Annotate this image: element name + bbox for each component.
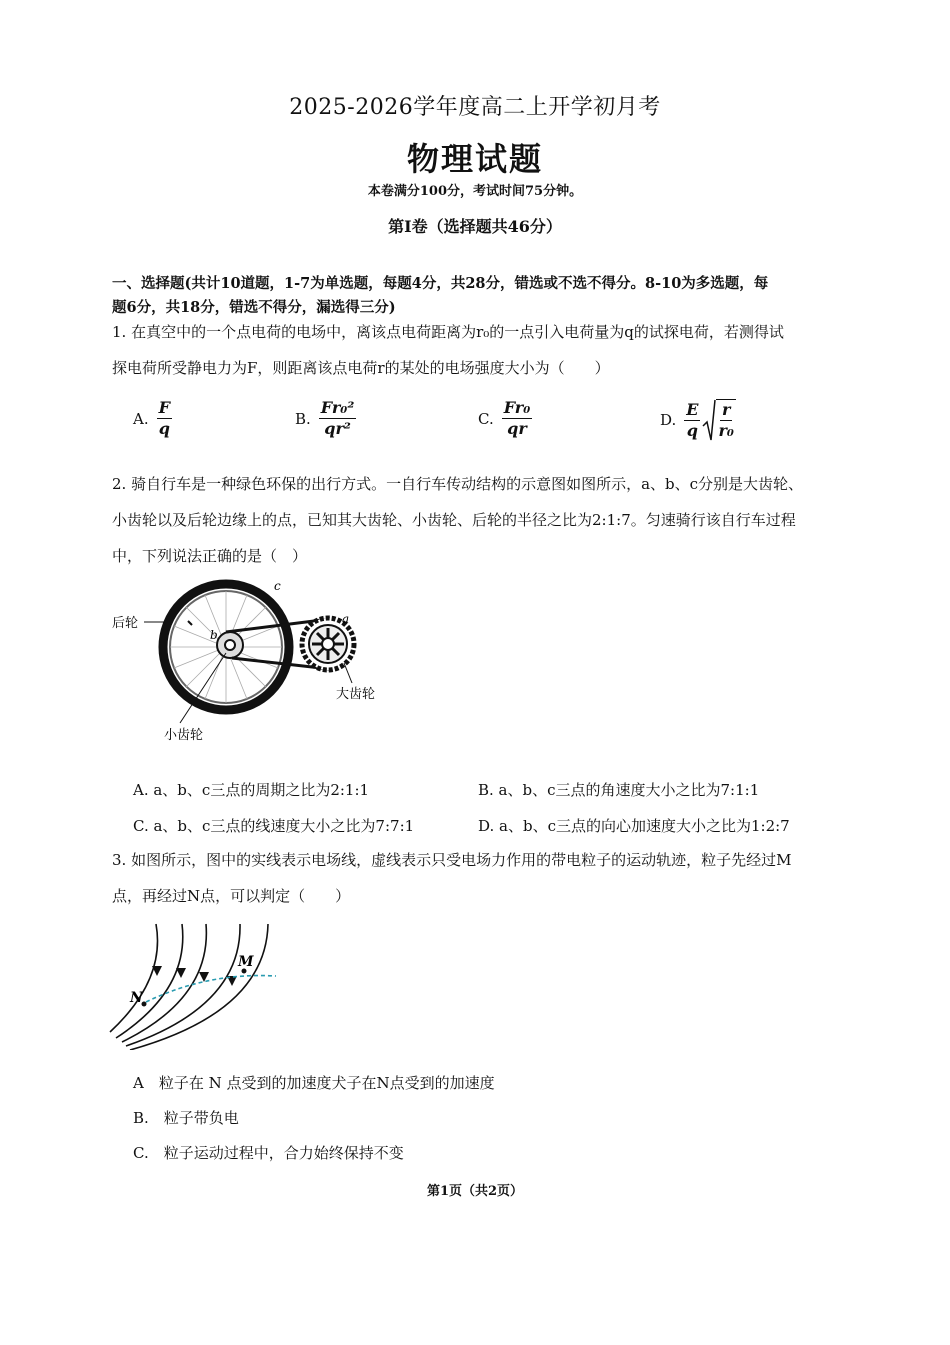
q1-option-c-numerator: Fr₀ [503, 398, 531, 417]
q2-option-d[interactable]: D. a、b、c三点的向心加速度大小之比为1:2:7 [478, 817, 790, 835]
q1-option-d-numerator: E [686, 399, 699, 419]
q1-option-d-root-numerator: r [721, 400, 731, 419]
q1-option-d-root [702, 398, 735, 442]
page-number: 第1页（共2页） [426, 1184, 524, 1199]
question-2-line1: 2. 骑自行车是一种绿色环保的出行方式。一自行车传动结构的示意图如图所示，a、b、c分别是大齿轮、 [112, 475, 804, 493]
q1-option-a-fraction [157, 398, 172, 439]
point-n-label: N [130, 990, 143, 1006]
point-m-label: M [238, 954, 254, 970]
q1-option-a-numerator: F [158, 398, 170, 417]
point-c-label: c [274, 579, 281, 593]
question-1 [112, 314, 847, 386]
q2-option-b[interactable]: B. a、b、c三点的角速度大小之比为7:1:1 [478, 781, 760, 799]
big-gear-label: 大齿轮 [336, 687, 376, 702]
rear-wheel-label: 后轮 [112, 616, 139, 631]
exam-title: 2025-2026学年度高二上开学初月考 [289, 95, 661, 120]
question-1-line2: 探电荷所受静电力为F，则距离该点电荷r的某处的电场强度大小为（ ） [112, 359, 610, 377]
q1-option-c-label: C. [478, 409, 494, 428]
q3-option-a[interactable]: A 粒子在 N 点受到的加速度犬子在N点受到的加速度 [133, 1074, 495, 1092]
q1-option-b[interactable] [295, 398, 356, 439]
bicycle-transmission-figure [108, 575, 408, 750]
q1-option-b-numerator: Fr₀² [320, 398, 355, 417]
q1-option-a-denominator: q [158, 419, 170, 438]
q1-option-d-root-fraction [716, 399, 735, 441]
part-title: 第Ⅰ卷（选择题共46分） [388, 217, 562, 236]
field-lines [110, 924, 268, 1050]
radical-sign-icon [702, 398, 716, 442]
question-1-line1: 1. 在真空中的一个点电荷的电场中，离该点电荷距离为r₀的一点引入电荷量为q的试探电荷，若测得试 [112, 323, 784, 341]
question-2 [112, 466, 847, 574]
question-3-line1: 3. 如图所示，图中的实线表示电场线，虚线表示只受电场力作用的带电粒子的运动轨迹，粒子先经过M [112, 851, 792, 869]
question-3 [112, 842, 847, 914]
subject-title: 物理试题 [406, 140, 543, 178]
q1-option-d-fraction [684, 400, 700, 441]
section-heading-line1: 一、选择题(共计10道题，1-7为单选题，每题4分，共28分，错选或不选不得分。8-10为多选题，每 [112, 275, 769, 292]
exam-note: 本卷满分100分，考试时间75分钟。 [367, 184, 583, 199]
q1-option-d-label: D. [660, 411, 677, 429]
q1-option-a-label: A. [133, 409, 149, 428]
q1-option-d[interactable] [660, 398, 736, 442]
q1-option-c-denominator: qr [507, 419, 527, 438]
point-a-label: a [342, 612, 350, 626]
q1-option-d-root-denominator: r₀ [718, 421, 734, 440]
q2-option-c[interactable]: C. a、b、c三点的线速度大小之比为7:7:1 [133, 817, 415, 835]
q1-option-b-label: B. [295, 409, 311, 428]
section-heading-line2: 题6分，共18分，错选不得分，漏选得三分) [112, 299, 396, 316]
field-arrows [152, 966, 237, 986]
section-heading [112, 272, 842, 320]
q1-option-a[interactable] [133, 398, 172, 439]
q1-option-b-denominator: qr² [324, 419, 351, 438]
q1-option-d-denominator: q [686, 420, 698, 440]
q3-option-c[interactable]: C. 粒子运动过程中，合力始终保持不变 [133, 1144, 404, 1162]
q1-option-c-fraction [502, 398, 533, 439]
point-b-label: b [210, 628, 218, 642]
question-2-line3: 中，下列说法正确的是（ ） [112, 547, 308, 565]
q3-option-b[interactable]: B. 粒子带负电 [133, 1109, 239, 1127]
question-2-line2: 小齿轮以及后轮边缘上的点，已知其大齿轮、小齿轮、后轮的半径之比为2:1:7。匀速骑行该自行车过程 [112, 511, 796, 529]
q1-option-b-fraction [319, 398, 357, 439]
q2-option-a[interactable]: A. a、b、c三点的周期之比为2:1:1 [133, 781, 370, 799]
question-3-line2: 点，再经过N点，可以判定（ ） [112, 887, 351, 905]
q1-option-c[interactable] [478, 398, 532, 439]
small-gear-label: 小齿轮 [164, 728, 204, 743]
electric-field-figure [108, 920, 288, 1050]
